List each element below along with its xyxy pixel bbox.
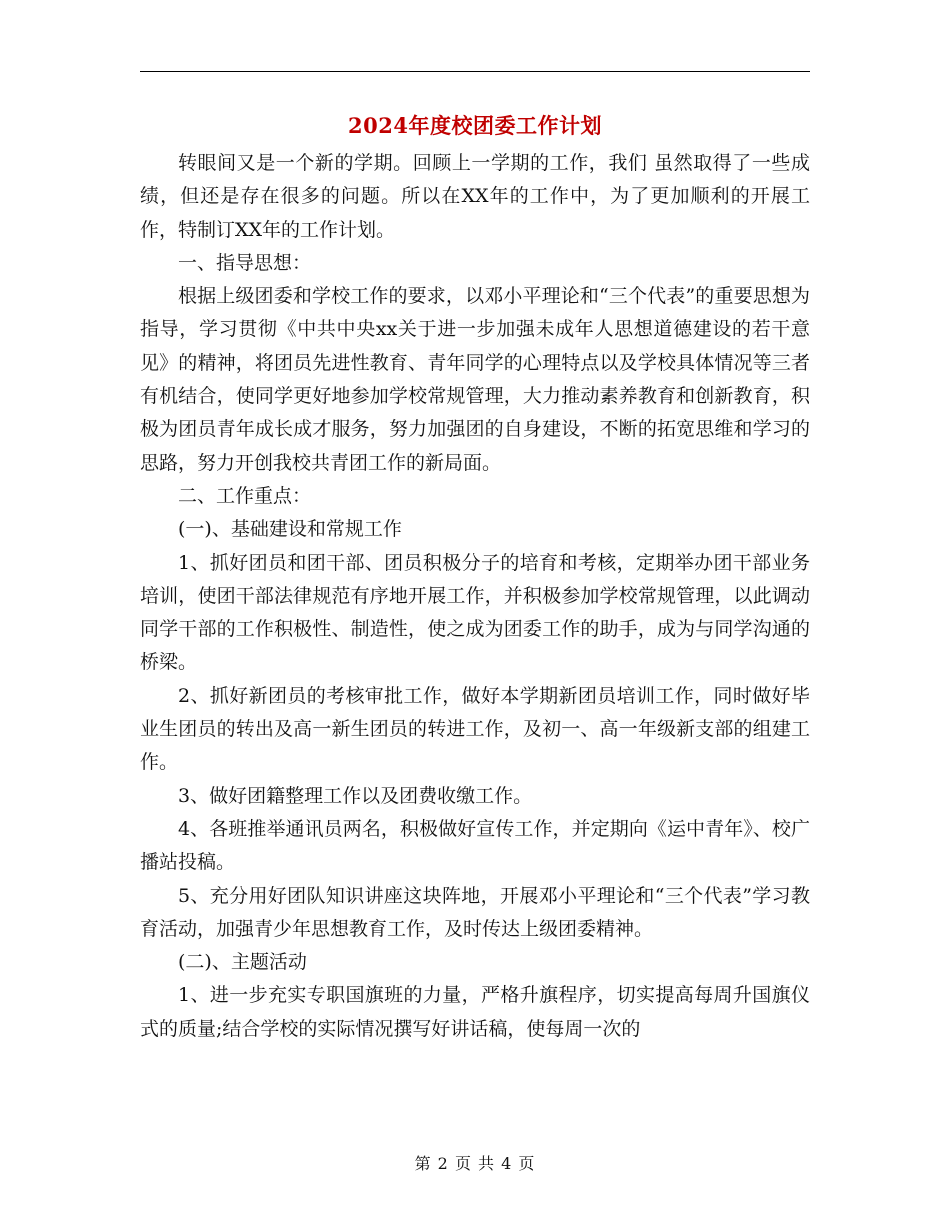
intro-paragraph: 转眼间又是一个新的学期。回顾上一学期的工作，我们 虽然取得了一些成绩，但还是存在很多的问题。所以在XX年的工作中，为了更加顺利的开展工作，特制订XX年的工作计划。 (140, 152, 810, 241)
section-heading-work-focus: 二、工作重点： (178, 484, 312, 507)
page-footer: 第 2 页 共 4 页 (414, 1154, 536, 1173)
section-heading-guiding-ideology: 一、指导思想： (178, 251, 312, 274)
document-body (140, 147, 810, 1046)
basic-work-item-3: 3、做好团籍整理工作以及团费收缴工作。 (178, 784, 533, 807)
subheading-basic-work: (一)、基础建设和常规工作 (178, 518, 402, 541)
page-title: 2024年度校团委工作计划 (348, 113, 602, 138)
basic-work-item-1: 1、抓好团员和团干部、团员积极分子的培育和考核，定期举办团干部业务培训，使团干部法律规范有序地开展工作，并积极参加学校常规管理，以此调动同学干部的工作积极性、制造性，使之成为团委工作的助手，成为与同学沟通的桥梁。 (140, 551, 810, 674)
theme-activity-item-1: 1、进一步充实专职国旗班的力量，严格升旗程序，切实提高每周升国旗仪式的质量;结合学校的实际情况撰写好讲话稿，使每周一次的 (140, 984, 810, 1040)
basic-work-item-2: 2、抓好新团员的考核审批工作，做好本学期新团员培训工作，同时做好毕业生团员的转出及高一新生团员的转进工作，及初一、高一年级新支部的组建工作。 (140, 684, 810, 774)
basic-work-item-4: 4、各班推举通讯员两名，积极做好宣传工作，并定期向《运中青年》、校广播站投稿。 (140, 817, 810, 874)
header-rule (140, 71, 810, 72)
basic-work-item-5: 5、充分用好团队知识讲座这块阵地，开展邓小平理论和“三个代表”学习教育活动，加强青少年思想教育工作，及时传达上级团委精神。 (140, 884, 810, 940)
guiding-ideology-paragraph: 根据上级团委和学校工作的要求，以邓小平理论和“三个代表”的重要思想为指导，学习贯彻《中共中央xx关于进一步加强未成年人思想道德建设的若干意见》的精神，将团员先进性教育、青年同学的心理特点以及学校具体情况等三者有机结合，使同学更好地参加学校常规管理，大力推动素养教育和创新教育，积极为团员青年成长成才服务，努力加强团的自身建设，不断的拓宽思维和学习的思路，努力开创我校共青团工作的新局面。 (140, 285, 810, 474)
subheading-theme-activities: (二)、主题活动 (178, 951, 307, 974)
